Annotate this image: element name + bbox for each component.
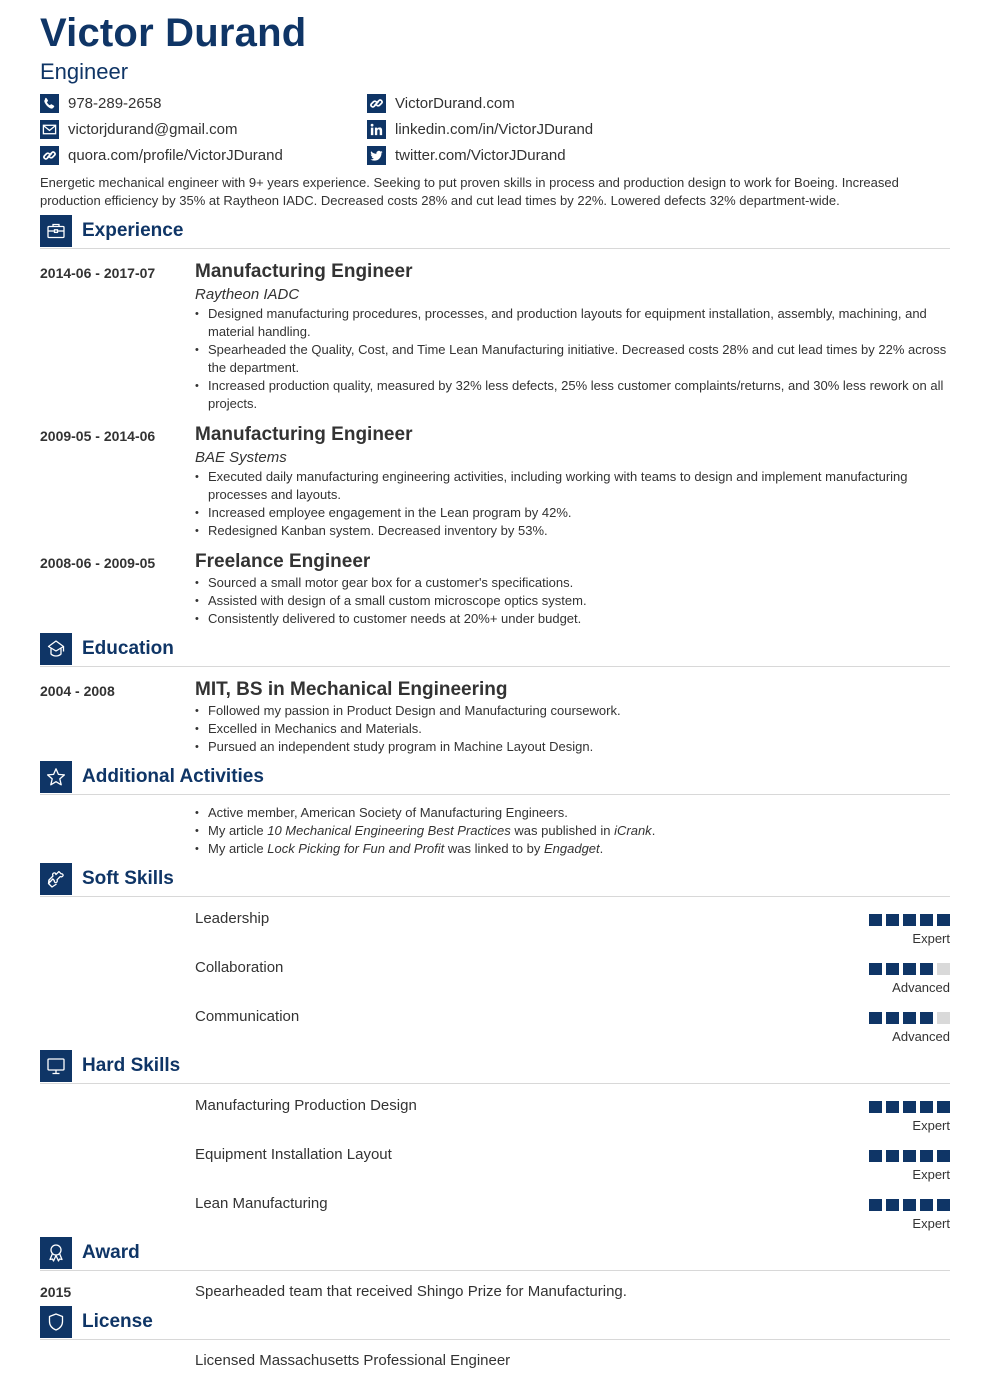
contact-email[interactable] <box>40 119 237 139</box>
monitor-icon <box>40 1050 72 1082</box>
graduation-cap-icon <box>40 633 72 665</box>
skill-rating-bars <box>869 1199 950 1211</box>
puzzle-icon <box>40 863 72 895</box>
entry-date: 2014-06 - 2017-07 <box>40 265 156 281</box>
skill-level: Expert <box>912 1167 950 1182</box>
bullet-item: • Increased production quality, measured by 32% less defects, 25% less customer complaints/returns, and 30% less rework on all projects. <box>195 377 950 413</box>
contact-linkedin[interactable] <box>367 119 593 139</box>
skill-level: Expert <box>912 1118 950 1133</box>
phone-icon <box>40 94 59 113</box>
skill-rating-bars <box>869 1012 950 1024</box>
entry-degree: MIT, BS in Mechanical Engineering <box>195 679 508 700</box>
activity-item: • Active member, American Society of Manufacturing Engineers. <box>195 804 950 822</box>
section-license-header <box>40 1306 950 1340</box>
section-soft-skills-header <box>40 863 950 897</box>
contact-linkedin-text: linkedin.com/in/VictorJDurand <box>395 120 594 138</box>
skill-level: Advanced <box>892 980 950 995</box>
bullet-item: • Sourced a small motor gear box for a customer's specifications. <box>195 574 950 592</box>
entry-role: Freelance Engineer <box>195 551 371 572</box>
activity-item: • My article 10 Mechanical Engineering Best Practices was published in iCrank. <box>195 822 950 840</box>
section-title: Hard Skills <box>82 1055 181 1076</box>
award-date: 2015 <box>40 1284 72 1300</box>
section-title: Education <box>82 638 174 659</box>
bullet-item: • Assisted with design of a small custom microscope optics system. <box>195 592 950 610</box>
skill-name: Equipment Installation Layout <box>195 1146 392 1163</box>
contact-twitter[interactable] <box>367 145 566 165</box>
skill-name: Lean Manufacturing <box>195 1195 328 1212</box>
section-title: Soft Skills <box>82 868 174 889</box>
entry-date: 2008-06 - 2009-05 <box>40 555 156 571</box>
shield-icon <box>40 1306 72 1338</box>
email-icon <box>40 120 59 139</box>
entry-company: BAE Systems <box>195 449 287 466</box>
bullet-item: • Redesigned Kanban system. Decreased inventory by 53%. <box>195 522 950 540</box>
skill-rating-bars <box>869 1101 950 1113</box>
contact-email-text: victorjdurand@gmail.com <box>68 120 238 138</box>
link-icon <box>40 146 59 165</box>
skill-rating-bars <box>869 1150 950 1162</box>
section-title: Award <box>82 1242 140 1263</box>
section-hard-skills-header <box>40 1050 950 1084</box>
star-icon <box>40 761 72 793</box>
contact-twitter-text: twitter.com/VictorJDurand <box>395 146 566 164</box>
bullet-item: • Followed my passion in Product Design and Manufacturing coursework. <box>195 702 950 720</box>
bullet-item: • Consistently delivered to customer needs at 20%+ under budget. <box>195 610 950 628</box>
section-title: License <box>82 1311 153 1332</box>
candidate-name: Victor Durand <box>40 11 307 55</box>
candidate-title: Engineer <box>40 59 129 84</box>
skill-level: Expert <box>912 1216 950 1231</box>
contact-phone[interactable] <box>40 93 161 113</box>
bullet-item: • Executed daily manufacturing engineering activities, including working with teams to design and implement manufacturing processes and layouts. <box>195 468 950 504</box>
bullet-item: • Excelled in Mechanics and Materials. <box>195 720 950 738</box>
article-title: Lock Picking for Fun and Profit <box>267 841 445 856</box>
award-ribbon-icon <box>40 1237 72 1269</box>
section-activities-header <box>40 761 950 795</box>
section-title: Additional Activities <box>82 766 264 787</box>
bullet-item: • Pursued an independent study program in Machine Layout Design. <box>195 738 950 756</box>
license-text: Licensed Massachusetts Professional Engineer <box>195 1352 511 1369</box>
skill-name: Collaboration <box>195 959 284 976</box>
section-award-header <box>40 1237 950 1271</box>
skill-name: Manufacturing Production Design <box>195 1097 417 1114</box>
link-icon <box>367 94 386 113</box>
article-title: 10 Mechanical Engineering Best Practices <box>267 823 511 838</box>
entry-role: Manufacturing Engineer <box>195 261 413 282</box>
entry-date: 2009-05 - 2014-06 <box>40 428 156 444</box>
publication-name: iCrank <box>614 823 652 838</box>
linkedin-icon <box>367 120 386 139</box>
skill-row <box>40 1145 950 1189</box>
bullet-item: • Designed manufacturing procedures, processes, and production layouts for equipment installation, assembly, machining, and material handling. <box>195 305 950 341</box>
activities-list <box>195 804 950 858</box>
section-experience-header <box>40 215 950 249</box>
publication-name: Engadget <box>543 841 600 856</box>
section-education-header <box>40 633 950 667</box>
skill-rating-bars <box>869 963 950 975</box>
skill-row <box>40 1007 950 1051</box>
skill-row <box>40 958 950 1002</box>
entry-bullets <box>195 702 950 756</box>
contact-phone-text: 978-289-2658 <box>68 94 162 112</box>
entry-role: Manufacturing Engineer <box>195 424 413 445</box>
skill-row <box>40 1194 950 1238</box>
skill-level: Advanced <box>892 1029 950 1044</box>
skill-name: Leadership <box>195 910 270 927</box>
twitter-icon <box>367 146 386 165</box>
skill-name: Communication <box>195 1008 300 1025</box>
contact-website-text: VictorDurand.com <box>395 94 515 112</box>
bullet-item: • Increased employee engagement in the Lean program by 42%. <box>195 504 950 522</box>
activity-item: • My article Lock Picking for Fun and Profit was linked to by Engadget. <box>195 840 950 858</box>
entry-company: Raytheon IADC <box>195 286 300 303</box>
skill-row <box>40 1096 950 1140</box>
briefcase-icon <box>40 215 72 247</box>
skill-rating-bars <box>869 914 950 926</box>
entry-bullets <box>195 574 950 628</box>
entry-bullets <box>195 305 950 413</box>
bullet-item: • Spearheaded the Quality, Cost, and Time Lean Manufacturing initiative. Decreased costs 28% and cut lead times by 22% across the department. <box>195 341 950 377</box>
contact-quora[interactable] <box>40 145 283 165</box>
contact-quora-text: quora.com/profile/VictorJDurand <box>68 146 283 164</box>
contact-website[interactable] <box>367 93 515 113</box>
section-title: Experience <box>82 220 184 241</box>
award-text: Spearheaded team that received Shingo Prize for Manufacturing. <box>195 1283 627 1300</box>
skill-level: Expert <box>912 931 950 946</box>
entry-bullets <box>195 468 950 540</box>
profile-summary: Energetic mechanical engineer with 9+ years experience. Seeking to put proven skills in process and production design to work for Boeing. Increased production efficiency by 35% at Raytheon IADC. Decreased costs 28% and cut lead times by 22%. Lowered defects 32% department-wide. <box>40 175 899 208</box>
entry-date: 2004 - 2008 <box>40 683 115 699</box>
skill-row <box>40 909 950 953</box>
